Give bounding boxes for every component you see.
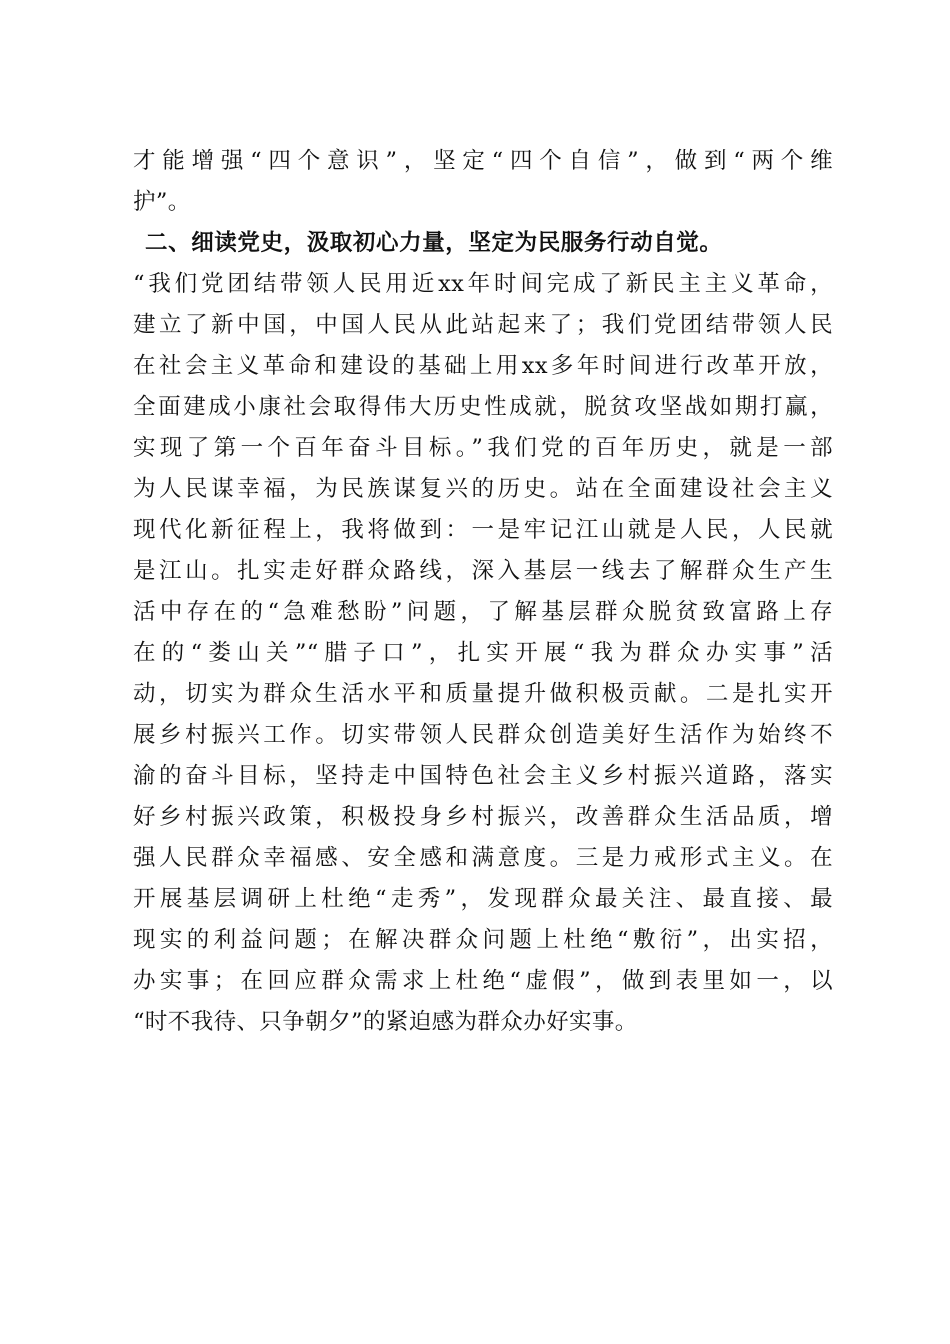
text-line: 现实的利益问题；在解决群众问题上杜绝“敷衍”，出实招， <box>133 927 833 953</box>
text-line: 活中存在的“急难愁盼”问题，了解基层群众脱贫致富路上存 <box>133 599 833 625</box>
text-line: 好乡村振兴政策，积极投身乡村振兴，改善群众生活品质，增 <box>133 804 833 830</box>
text-line: “时不我待、只争朝夕”的紧迫感为群众办好实事。 <box>133 1009 638 1035</box>
text-line: “我们党团结带领人民用近xx年时间完成了新民主主义革命， <box>133 271 833 297</box>
text-line: 全面建成小康社会取得伟大历史性成就，脱贫攻坚战如期打赢， <box>133 394 833 420</box>
text-line: 才能增强“四个意识”，坚定“四个自信”，做到“两个维 <box>133 148 833 174</box>
text-line: 强人民群众幸福感、安全感和满意度。三是力戒形式主义。在 <box>133 845 833 871</box>
text-line: 实现了第一个百年奋斗目标。”我们党的百年历史，就是一部 <box>133 435 833 461</box>
text-line: 展乡村振兴工作。切实带领人民群众创造美好生活作为始终不 <box>133 722 833 748</box>
text-line: 渝的奋斗目标，坚持走中国特色社会主义乡村振兴道路，落实 <box>133 763 833 789</box>
text-line: 现代化新征程上，我将做到：一是牢记江山就是人民，人民就 <box>133 517 833 543</box>
text-line: 是江山。扎实走好群众路线，深入基层一线去了解群众生产生 <box>133 558 833 584</box>
text-line: 在社会主义革命和建设的基础上用xx多年时间进行改革开放， <box>133 353 833 379</box>
text-line: 动，切实为群众生活水平和质量提升做积极贡献。二是扎实开 <box>133 681 833 707</box>
text-line: 护”。 <box>133 189 191 215</box>
text-line: 开展基层调研上杜绝“走秀”，发现群众最关注、最直接、最 <box>133 886 833 912</box>
text-line: 办实事；在回应群众需求上杜绝“虚假”，做到表里如一，以 <box>133 968 833 994</box>
section-heading: 二、细读党史，汲取初心力量，坚定为民服务行动自觉。 <box>145 230 723 256</box>
text-line: 为人民谋幸福，为民族谋复兴的历史。站在全面建设社会主义 <box>133 476 833 502</box>
text-line: 建立了新中国，中国人民从此站起来了；我们党团结带领人民 <box>133 312 833 338</box>
body-text <box>133 141 833 1043</box>
text-line: 在的“娄山关”“腊子口”，扎实开展“我为群众办实事”活 <box>133 640 833 666</box>
